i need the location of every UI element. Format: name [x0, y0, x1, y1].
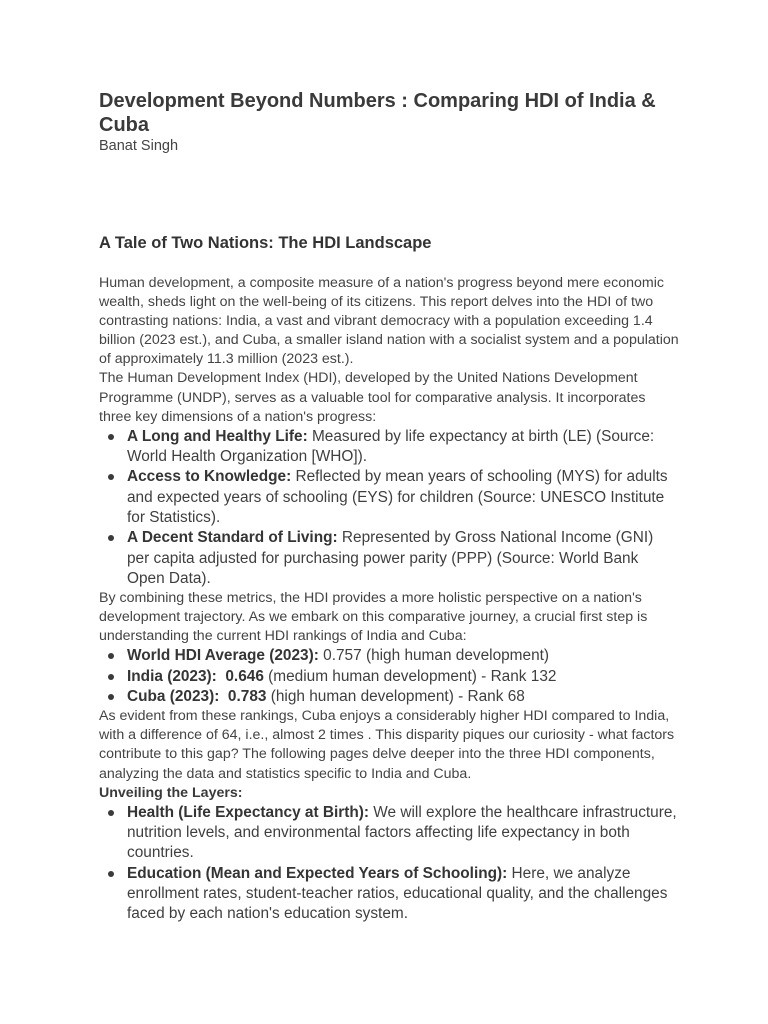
bullet-icon — [108, 674, 114, 680]
list-item — [127, 864, 679, 925]
item-label: A Decent Standard of Living: — [127, 529, 338, 547]
combining-paragraph: By combining these metrics, the HDI provides a more holistic perspective on a nation's development trajectory. As we embark on this comparative journey, a crucial first step is understanding the current HDI rankings of India and Cuba: — [99, 590, 648, 645]
hdi-dimensions-list — [99, 427, 679, 589]
author-name: Banat Singh — [99, 138, 179, 154]
list-item — [127, 427, 679, 468]
item-label: A Long and Healthy Life: — [127, 427, 308, 445]
item-text: 0.757 (high human development) — [318, 647, 550, 665]
evident-paragraph: As evident from these rankings, Cuba enjoys a considerably higher HDI compared to India, with a difference of 64, i.e., almost 2 times . This disparity piques our curiosity - what factors contribute to this gap? The following pages delve deeper into the three HDI components, analyzing the data and statistics specific to India and Cuba. — [99, 708, 675, 782]
list-item — [127, 467, 679, 528]
list-item — [127, 528, 679, 589]
item-label: Health (Life Expectancy at Birth): — [127, 803, 370, 821]
item-text: (high human development) - Rank 68 — [266, 688, 525, 705]
hdi-rankings-list — [99, 646, 679, 707]
document-title: Development Beyond Numbers : Comparing HDI of India & Cuba — [99, 90, 656, 136]
bullet-icon — [108, 434, 114, 440]
layers-list — [99, 803, 679, 925]
list-item — [127, 646, 679, 666]
bullet-icon — [108, 871, 114, 877]
item-value: 0.646 — [216, 667, 264, 685]
item-text: We will explore the healthcare infrastructure, nutrition levels, and environmental factors affecting life expectancy in both countries. — [127, 803, 677, 862]
document-body — [99, 274, 679, 924]
item-text: Reflected by mean years of schooling (MYS) for adults and expected years of schooling (EYS) for children (Source: UNESCO Institute for Statistics). — [127, 468, 668, 526]
section-heading: A Tale of Two Nations: The HDI Landscape — [99, 234, 432, 252]
bullet-icon — [108, 694, 114, 700]
item-text: (medium human development) - Rank 132 — [263, 667, 557, 685]
list-item — [127, 687, 679, 707]
item-label: World HDI Average (2023): — [127, 647, 319, 665]
item-label: Access to Knowledge: — [127, 468, 292, 486]
item-value: 0.783 — [219, 688, 267, 705]
item-label: Education (Mean and Expected Years of Schooling): — [127, 864, 508, 882]
item-label: India (2023): — [127, 667, 217, 685]
list-item — [127, 803, 679, 864]
layers-heading: Unveiling the Layers: — [99, 784, 243, 801]
intro-paragraph-1: Human development, a composite measure of a nation's progress beyond mere economic wealth, sheds light on the well-being of its citizens. This report delves into the HDI of two contrasting nations: India, a vast and vibrant democracy with a population exceeding 1.4 billion (2023 est.), and Cuba, a smaller island nation with a socialist system and a population of approximately 11.3 million (2023 est.). — [99, 275, 679, 368]
list-item — [127, 667, 679, 687]
bullet-icon — [108, 535, 114, 541]
intro-paragraph-2: The Human Development Index (HDI), developed by the United Nations Development Programme (UNDP), serves as a valuable tool for comparative analysis. It incorporates three key dimensions of a nation's progress: — [99, 370, 646, 425]
item-text: Measured by life expectancy at birth (LE) (Source: World Health Organization [WHO]). — [127, 427, 655, 466]
item-label: Cuba (2023): — [127, 688, 220, 705]
bullet-icon — [108, 474, 114, 480]
bullet-icon — [108, 810, 114, 816]
item-text: Represented by Gross National Income (GNI) per capita adjusted for purchasing power parity (PPP) (Source: World Bank Open Data). — [127, 529, 654, 587]
bullet-icon — [108, 653, 114, 659]
item-text: Here, we analyze enrollment rates, student-teacher ratios, educational quality, and the challenges faced by each nation's education system. — [127, 864, 668, 923]
